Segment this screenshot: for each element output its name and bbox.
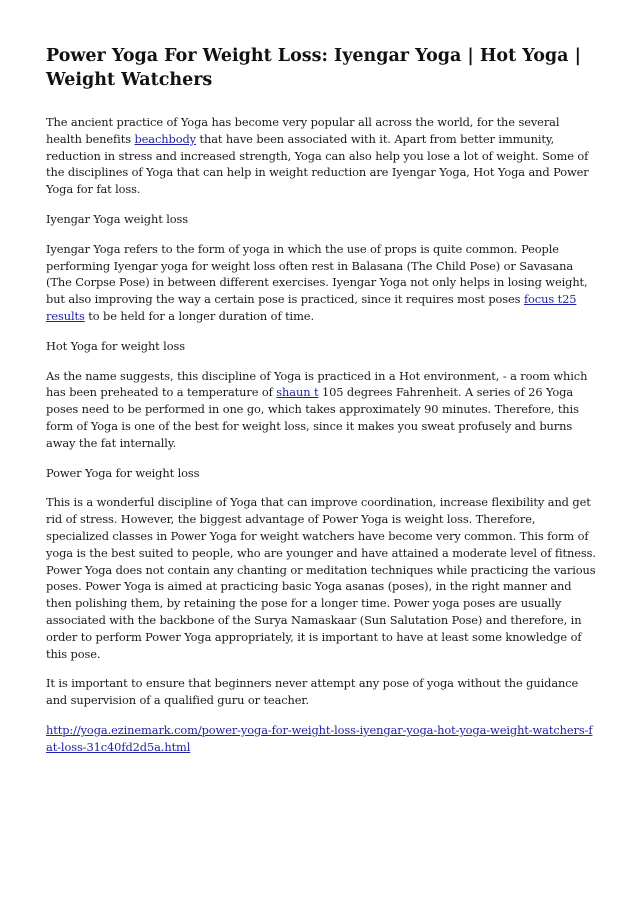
power-yoga-heading: Power Yoga for weight loss (46, 465, 200, 480)
iyengar-paragraph (46, 241, 596, 325)
power-yoga-paragraph: This is a wonderful discipline of Yoga that can improve coordination, increase flexibility and get rid of stress. However, the biggest advantage of Power Yoga is weight loss. Therefore, specialized classes in Power Yoga for weight watchers have become very common. This form of yoga is the best suited to people, who are younger and have attained a moderate level of fitness. Power Yoga does not contain any chanting or meditation techniques while practicing the various poses. Power Yoga is aimed at practicing basic Yoga asanas (poses), in the right manner and then polishing them, by retaining the pose for a longer time. Power yoga poses are usually associated with the backbone of the Surya Namaskaar (Sun Salutation Pose) and therefore, in order to perform Power Yoga appropriately, it is important to have at least some knowledge of this pose. (46, 495, 596, 661)
intro-text-before: The ancient practice of Yoga has become very popular all across the world, for the several health benefits (46, 115, 560, 146)
shaun-t-link[interactable]: shaun t (276, 385, 319, 400)
page-title: Power Yoga For Weight Loss: Iyengar Yoga | Hot Yoga | Weight Watchers (46, 46, 581, 90)
hot-yoga-text-before: As the name suggests, this discipline of Yoga is practiced in a Hot environment, - a room which has been preheated to a temperature of (46, 368, 588, 400)
source-url-link[interactable]: http://yoga.ezinemark.com/power-yoga-for-weight-loss-iyengar-yoga-hot-yoga-weight-watchers-fat-loss-31c40fd2d5a.html (46, 722, 593, 754)
beachbody-link[interactable]: beachbody (134, 131, 196, 146)
focus-t25-results-link[interactable]: focus t25 results (46, 292, 577, 323)
hot-yoga-text-after: 105 degrees Fahrenheit. A series of 26 Yoga poses need to be performed in one go, which takes approximately 90 minutes. Therefore, this form of Yoga is one of the best for weight loss, since it makes you sweat profusely and burns away the fat internally. (46, 385, 579, 450)
hot-yoga-paragraph (46, 368, 596, 452)
source-url-paragraph (46, 722, 596, 756)
iyengar-text-after: to be held for a longer duration of time. (84, 308, 314, 323)
intro-text-after: that have been associated with it. Apart from better immunity, reduction in stress and increased strength, Yoga can also help you lose a lot of weight. Some of the disciplines of Yoga that can help in weight reduction are Iyengar Yoga, Hot Yoga and Power Yoga for fat loss. (46, 131, 589, 197)
intro-paragraph (46, 114, 596, 198)
closing-paragraph: It is important to ensure that beginners never attempt any pose of yoga without the guidance and supervision of a qualified guru or teacher. (46, 676, 579, 708)
hot-yoga-heading: Hot Yoga for weight loss (46, 338, 185, 353)
iyengar-heading: Iyengar Yoga weight loss (46, 211, 189, 226)
iyengar-text-before: Iyengar Yoga refers to the form of yoga in which the use of props is quite common. People performing Iyengar yoga for weight loss often rest in Balasana (The Child Pose) or Savasana (The Corpse Pose) in between different exercises. Iyengar Yoga not only helps in losing weight, but also improving the way a certain pose is practiced, since it requires most poses (46, 241, 588, 307)
